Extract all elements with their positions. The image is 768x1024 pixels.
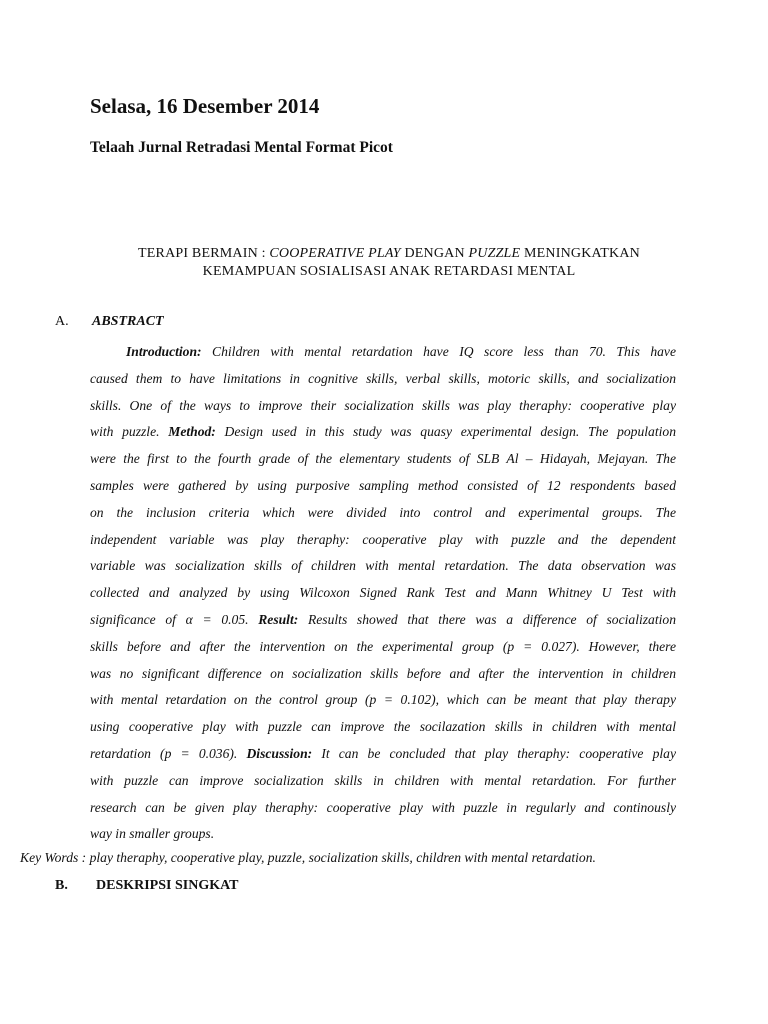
abstract-line: was no significant difference on socialization skills before and after the intervention in children	[90, 665, 676, 681]
title-text: DENGAN	[400, 246, 469, 261]
abstract-line: collected and analyzed by using Wilcoxon Signed Rank Test and Mann Whitney U Test with	[90, 585, 676, 601]
abstract-text: Children with mental retardation have IQ score less than 70. This have	[201, 344, 676, 359]
document-date: Selasa, 16 Desember 2014	[90, 94, 320, 118]
abstract-line: variable was socialization skills of children with mental retardation. The data observation was	[90, 558, 676, 574]
section-a-heading: ABSTRACT	[92, 314, 164, 329]
abstract-line	[90, 741, 676, 768]
abstract-line: skills before and after the intervention on the experimental group (p = 0.027). However, there	[90, 638, 676, 654]
abstract-line: independent variable was play theraphy: cooperative play with puzzle and the dependent	[90, 531, 676, 547]
section-b-number: B.	[55, 878, 68, 893]
keywords: Key Words : play theraphy, cooperative play, puzzle, socialization skills, children with mental retardation.	[20, 850, 596, 865]
abstract-line: were the first to the fourth grade of the elementary students of SLB Al – Hidayah, Mejayan. The	[90, 451, 676, 467]
abstract-line: caused them to have limitations in cognitive skills, verbal skills, motoric skills, and socialization	[90, 370, 676, 386]
abstract-line	[90, 607, 676, 634]
title-italic-term: COOPERATIVE PLAY	[269, 246, 401, 261]
abstract-line: research can be given play theraphy: cooperative play with puzzle in regularly and continously	[90, 799, 676, 815]
title-text: MENINGKATKAN	[520, 246, 640, 261]
abstract-text: retardation (p = 0.036).	[90, 745, 247, 761]
abstract-line	[90, 419, 676, 446]
section-a-number: A.	[55, 314, 69, 329]
abstract-line: samples were gathered by using purposive sampling method consisted of 12 respondents based	[90, 477, 676, 493]
method-label: Method:	[168, 424, 216, 440]
title-italic-term: PUZZLE	[468, 246, 521, 261]
abstract-line: with puzzle can improve socialization skills in children with mental retardation. For further	[90, 772, 676, 788]
paper-title-line-1	[60, 245, 718, 263]
abstract-line: using cooperative play with puzzle can improve the socilazation skills in children with mental	[90, 719, 676, 735]
document-subtitle: Telaah Jurnal Retradasi Mental Format Picot	[90, 139, 393, 156]
abstract-text: significance of α = 0.05.	[90, 611, 259, 627]
abstract-body	[90, 339, 676, 848]
abstract-text: with puzzle.	[90, 424, 169, 440]
intro-label: Introduction:	[126, 344, 202, 359]
discussion-label: Discussion:	[246, 745, 313, 761]
abstract-text: Results showed that there was a difference of socialization	[298, 611, 676, 627]
abstract-line: on the inclusion criteria which were divided into control and experimental groups. The	[90, 504, 676, 520]
abstract-line	[90, 339, 676, 366]
section-b-heading: DESKRIPSI SINGKAT	[96, 878, 239, 893]
result-label: Result:	[258, 611, 299, 627]
abstract-line: way in smaller groups.	[90, 826, 215, 842]
abstract-line: skills. One of the ways to improve their socialization skills was play theraphy: cooperative play	[90, 397, 676, 413]
title-text: TERAPI BERMAIN :	[138, 246, 270, 261]
abstract-line: with mental retardation on the control group (p = 0.102), which can be meant that play therapy	[90, 692, 676, 708]
paper-title	[60, 245, 718, 281]
abstract-text: Design used in this study was quasy experimental design. The population	[215, 424, 676, 440]
paper-title-line-2: KEMAMPUAN SOSIALISASI ANAK RETARDASI MENTAL	[202, 264, 576, 279]
abstract-text: It can be concluded that play theraphy: cooperative play	[312, 745, 676, 761]
